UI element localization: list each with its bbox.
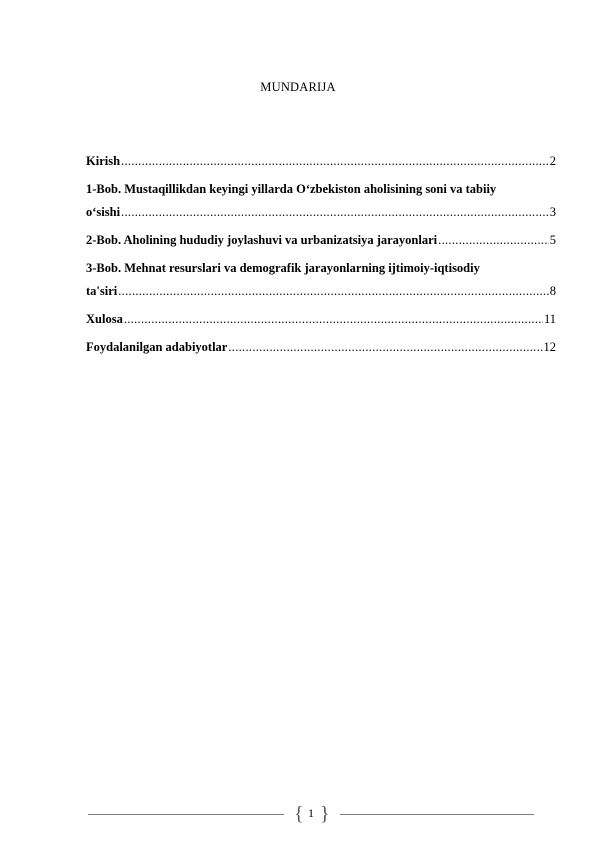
toc-leader-dots	[124, 308, 543, 331]
toc-label: o‘sishi	[86, 205, 121, 219]
toc-page-number: 8	[549, 284, 556, 298]
toc-page-number: 11	[543, 312, 556, 326]
toc-label: Xulosa	[86, 312, 123, 326]
toc-page-number: 5	[549, 233, 556, 247]
toc-label: ta'siri	[86, 284, 118, 298]
toc-entry-conclusion[interactable]	[86, 308, 556, 331]
toc-entry-chapter-1[interactable]	[86, 178, 556, 224]
footer-page-number: 1	[308, 806, 314, 820]
toc-label: Kirish	[86, 154, 121, 168]
toc-entry-chapter-3[interactable]	[86, 257, 556, 303]
toc-entry-chapter-2[interactable]	[86, 229, 556, 252]
page-footer	[88, 800, 534, 830]
toc-page-number: 3	[549, 205, 556, 219]
toc-page-number: 2	[549, 154, 556, 168]
right-bracket-icon: }	[320, 803, 330, 825]
toc-label-line-1: 3-Bob. Mehnat resurslari va demografik jarayonlarning ijtimoiy-iqtisodiy	[86, 261, 480, 275]
toc-leader-dots	[121, 150, 549, 173]
toc-entry-references[interactable]	[86, 336, 556, 359]
toc-label: Foydalanilgan adabiyotlar	[86, 340, 228, 354]
footer-rule-right	[340, 814, 534, 815]
toc-leader-dots	[228, 336, 542, 359]
toc-page-number: 12	[543, 340, 556, 354]
toc-leader-dots	[118, 280, 549, 303]
footer-rule-left	[88, 814, 284, 815]
toc-leader-dots	[438, 229, 549, 252]
toc-leader-dots	[121, 201, 549, 224]
page-title: MUNDARIJA	[260, 80, 336, 94]
toc-label-line-1: 1-Bob. Mustaqillikdan keyingi yillarda O‘zbekiston aholisining soni va tabiiy	[86, 182, 497, 196]
toc-label: 2-Bob. Aholining hududiy joylashuvi va urbanizatsiya jarayonlari	[86, 233, 438, 247]
left-bracket-icon: {	[294, 803, 304, 825]
toc-entry-introduction[interactable]	[86, 150, 556, 173]
table-of-contents	[86, 150, 556, 364]
